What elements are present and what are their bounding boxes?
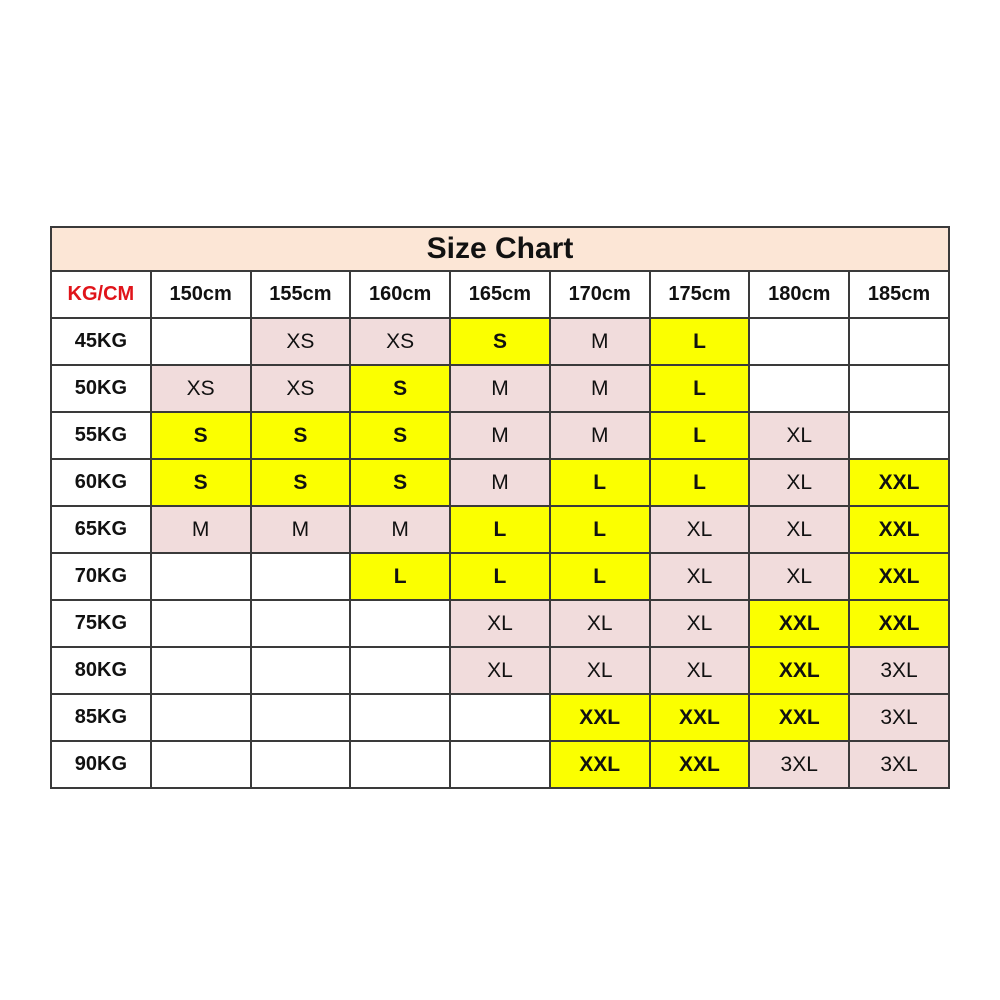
size-cell: S: [350, 459, 450, 506]
size-cell: L: [450, 553, 550, 600]
table-row: [51, 318, 949, 365]
title-row: [51, 227, 949, 271]
height-header-row: [51, 271, 949, 318]
size-cell: L: [550, 506, 650, 553]
size-cell: [749, 365, 849, 412]
weight-label-80kg: 80KG: [51, 647, 151, 694]
size-cell: XS: [350, 318, 450, 365]
weight-label-90kg: 90KG: [51, 741, 151, 788]
size-cell: S: [450, 318, 550, 365]
size-cell: [350, 741, 450, 788]
weight-label-75kg: 75KG: [51, 600, 151, 647]
size-cell: S: [350, 365, 450, 412]
weight-label-70kg: 70KG: [51, 553, 151, 600]
size-cell: XS: [251, 318, 351, 365]
size-cell: XXL: [749, 694, 849, 741]
height-header-180cm: 180cm: [749, 271, 849, 318]
size-cell: XS: [151, 365, 251, 412]
size-cell: [251, 741, 351, 788]
weight-label-85kg: 85KG: [51, 694, 151, 741]
table-row: [51, 365, 949, 412]
size-cell: [151, 741, 251, 788]
size-cell: M: [251, 506, 351, 553]
size-cell: XL: [550, 600, 650, 647]
size-cell: XXL: [550, 694, 650, 741]
height-header-185cm: 185cm: [849, 271, 949, 318]
size-cell: XXL: [749, 600, 849, 647]
size-cell: S: [151, 412, 251, 459]
size-cell: [350, 647, 450, 694]
size-cell: [450, 694, 550, 741]
size-cell: M: [550, 365, 650, 412]
size-chart-table: [50, 226, 950, 789]
size-cell: XL: [450, 647, 550, 694]
size-cell: XXL: [550, 741, 650, 788]
size-cell: XL: [749, 412, 849, 459]
size-cell: [849, 365, 949, 412]
height-header-170cm: 170cm: [550, 271, 650, 318]
size-cell: XXL: [849, 459, 949, 506]
weight-label-45kg: 45KG: [51, 318, 151, 365]
size-cell: L: [650, 365, 750, 412]
size-cell: XL: [450, 600, 550, 647]
size-cell: [350, 600, 450, 647]
corner-label: KG/CM: [51, 271, 151, 318]
size-cell: S: [251, 459, 351, 506]
size-cell: XXL: [849, 600, 949, 647]
size-cell: S: [151, 459, 251, 506]
table-row: [51, 553, 949, 600]
size-cell: [151, 694, 251, 741]
size-cell: [849, 412, 949, 459]
size-cell: XL: [749, 506, 849, 553]
size-cell: [450, 741, 550, 788]
height-header-165cm: 165cm: [450, 271, 550, 318]
size-cell: M: [450, 365, 550, 412]
size-cell: S: [350, 412, 450, 459]
size-cell: XS: [251, 365, 351, 412]
size-cell: M: [550, 412, 650, 459]
size-cell: XL: [749, 553, 849, 600]
size-cell: [151, 600, 251, 647]
size-cell: XL: [650, 553, 750, 600]
table-row: [51, 694, 949, 741]
size-cell: M: [350, 506, 450, 553]
table-row: [51, 506, 949, 553]
size-cell: M: [151, 506, 251, 553]
size-cell: [350, 694, 450, 741]
size-cell: XXL: [849, 553, 949, 600]
table-row: [51, 741, 949, 788]
size-cell: L: [550, 459, 650, 506]
size-cell: XXL: [749, 647, 849, 694]
weight-label-65kg: 65KG: [51, 506, 151, 553]
chart-title: Size Chart: [51, 227, 949, 271]
size-cell: 3XL: [849, 647, 949, 694]
weight-label-55kg: 55KG: [51, 412, 151, 459]
height-header-150cm: 150cm: [151, 271, 251, 318]
size-cell: L: [650, 318, 750, 365]
size-cell: 3XL: [749, 741, 849, 788]
height-header-155cm: 155cm: [251, 271, 351, 318]
size-cell: XL: [650, 506, 750, 553]
size-cell: [251, 647, 351, 694]
size-cell: [251, 600, 351, 647]
size-cell: M: [450, 412, 550, 459]
size-cell: [251, 694, 351, 741]
size-cell: L: [650, 459, 750, 506]
size-table-body: [51, 318, 949, 788]
height-header-175cm: 175cm: [650, 271, 750, 318]
size-cell: [151, 553, 251, 600]
size-cell: M: [550, 318, 650, 365]
size-cell: XL: [550, 647, 650, 694]
table-row: [51, 412, 949, 459]
size-cell: [749, 318, 849, 365]
table-row: [51, 600, 949, 647]
height-header-160cm: 160cm: [350, 271, 450, 318]
size-cell: XXL: [650, 694, 750, 741]
size-cell: S: [251, 412, 351, 459]
size-cell: M: [450, 459, 550, 506]
size-cell: [151, 318, 251, 365]
size-cell: XXL: [849, 506, 949, 553]
size-cell: L: [650, 412, 750, 459]
size-cell: XL: [749, 459, 849, 506]
size-cell: [251, 553, 351, 600]
size-cell: XL: [650, 647, 750, 694]
size-cell: [151, 647, 251, 694]
size-cell: L: [550, 553, 650, 600]
size-cell: L: [350, 553, 450, 600]
size-cell: XL: [650, 600, 750, 647]
size-cell: XXL: [650, 741, 750, 788]
weight-label-50kg: 50KG: [51, 365, 151, 412]
size-cell: L: [450, 506, 550, 553]
size-cell: 3XL: [849, 694, 949, 741]
weight-label-60kg: 60KG: [51, 459, 151, 506]
size-cell: 3XL: [849, 741, 949, 788]
table-row: [51, 459, 949, 506]
size-cell: [849, 318, 949, 365]
table-row: [51, 647, 949, 694]
